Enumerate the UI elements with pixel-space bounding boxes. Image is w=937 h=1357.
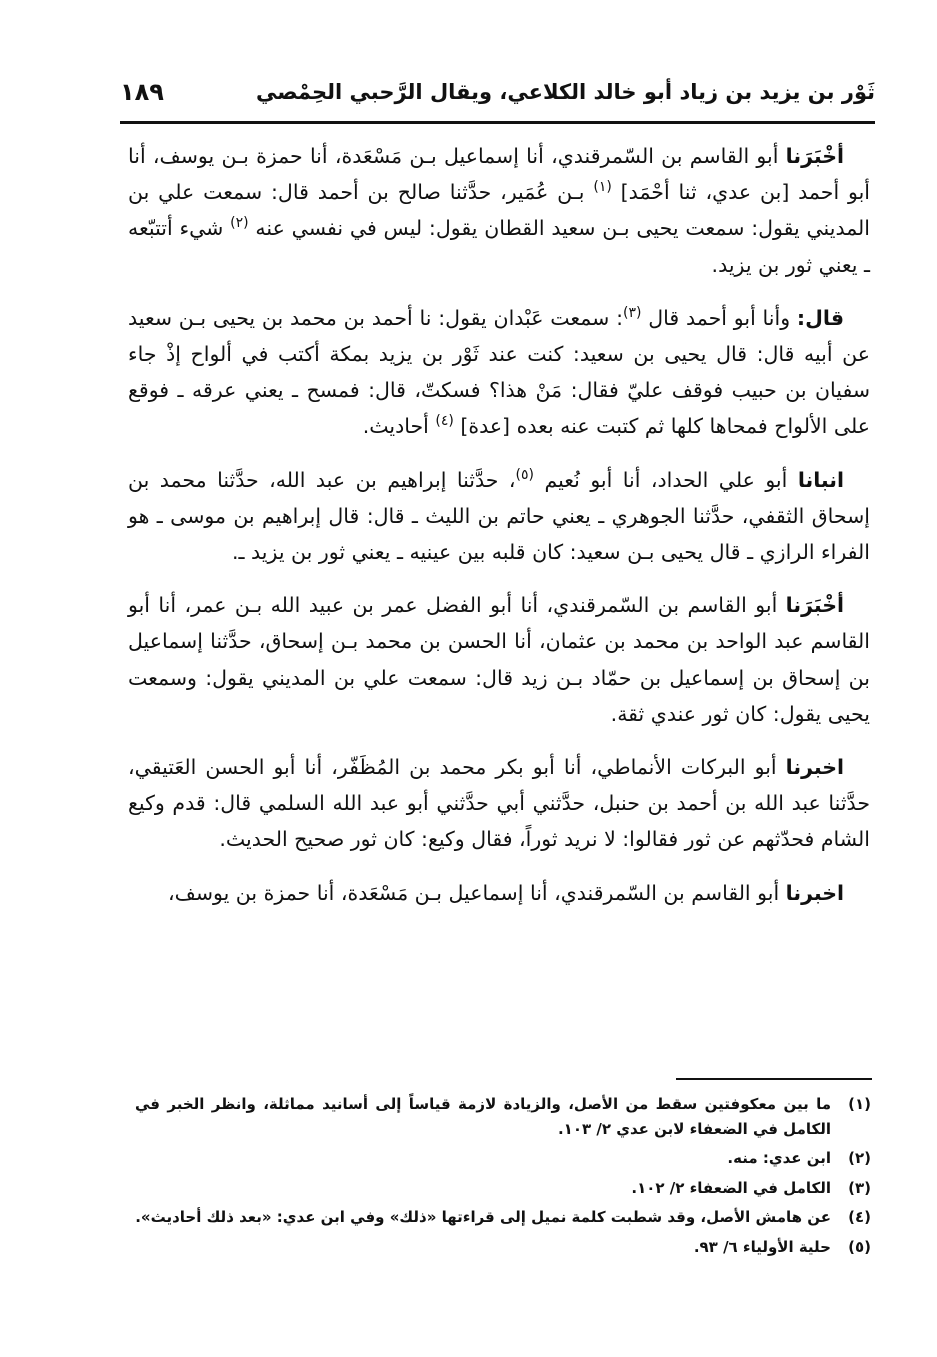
main-text [128, 138, 870, 928]
paragraph-lead: أخْبَرَنا [785, 144, 844, 168]
paragraph-lead: اخبرنا [785, 755, 844, 780]
running-title: ثَوْر بن يزيد بن زياد أبو خالد الكلاعي، ويقال الرَّحبي الحِمْصي [255, 80, 875, 104]
paragraph [128, 300, 870, 445]
paragraph [128, 462, 870, 571]
paragraph-text: بـن عُمَير، حدَّثنا صالح بن أحمد قال: سمعت علي بن المديني يقول: سمعت يحيى بـن سعيد القطان يقول: ليس في نفسي عنه [128, 180, 870, 241]
footnote [135, 1092, 871, 1141]
paragraph-text: : سمعت عَبْدان يقول: نا أحمد بن محمد بن يحيى بـن سعيد عن أبيه قال: قال يحيى بن سعيد: كنت عند ثَوْر بن يزيد بمكة أكتب في ألواح إذْ جاء سفيان بن حبيب فوقف عليّ فقال: مَنْ هذا؟ فسكتّ، قال: فمسح ـ يعني عرقه ـ فوقع على الألواح فمحاها كلها ثم كتبت عنه بعده [عدة] [128, 305, 870, 439]
footnote-text: ابن عدي: منه. [727, 1149, 831, 1167]
footnote-number: (٤) [848, 1208, 871, 1226]
page-number: ١٨٩ [120, 78, 164, 106]
paragraph [128, 749, 870, 858]
footnotes [135, 1092, 871, 1264]
footnote-ref: (٤) [435, 413, 454, 430]
paragraph-text: ، حدَّثنا إبراهيم بن عبد الله، حدَّثنا محمد بن إسحاق الثقفي، حدَّثنا الجوهري ـ يعني حاتم بن الليث ـ قال: قال إبراهيم بن موسى ـ هو الفراء الرازي ـ قال يحيى بـن سعيد: كان قلبه بين عينيه ـ يعني ثور بن يزيد ـ. [128, 467, 870, 565]
paragraph [128, 587, 870, 732]
footnote-rule [676, 1078, 872, 1080]
footnote-number: (١) [848, 1095, 871, 1113]
footnote-text: عن هامش الأصل، وقد شطبت كلمة نميل إلى قراءتها «ذلك» وفي ابن عدي: «بعد ذلك أحاديث». [135, 1208, 831, 1226]
page-header [120, 68, 875, 122]
paragraph [128, 138, 870, 283]
footnote-number: (٣) [848, 1178, 871, 1197]
footnote [135, 1205, 871, 1230]
paragraph-text: شيء أتتبّعه ـ يعني ثور بن يزيد. [128, 216, 870, 277]
paragraph-text: أبو القاسم بن السّمرقندي، أنا إسماعيل بـن مَسْعَدة، أنا حمزة بن يوسف، [167, 880, 786, 905]
paragraph-lead: انبانا [797, 467, 844, 492]
footnote [135, 1146, 871, 1171]
footnote [135, 1235, 871, 1260]
footnote-number: (٢) [848, 1149, 871, 1167]
header-rule [120, 121, 875, 124]
paragraph-text: أبو القاسم بن السّمرقندي، أنا أبو الفضل عمر بن عبيد الله بـن عمر، أنا أبو القاسم عبد الواحد بن محمد بن عثمان، أنا الحسن بن محمد بـن إسحاق، حدَّثنا إسماعيل بن إسحاق بن إسماعيل بن حمّاد بـن زيد قال: سمعت علي بن المديني يقول: وسمعت يحيى يقول: كان ثور عندي ثقة. [128, 593, 870, 726]
footnote-number: (٥) [848, 1237, 871, 1256]
footnote-ref: (١) [593, 179, 612, 196]
paragraph-text: أحاديث. [362, 414, 436, 439]
footnote-ref: (٥) [515, 466, 534, 483]
footnote-text: حلية الأولياء ٦/ ٩٣. [693, 1237, 831, 1256]
paragraph-lead: أخْبَرَنا [785, 593, 844, 618]
paragraph [128, 875, 870, 911]
footnote-ref: (٣) [623, 304, 642, 321]
footnote-ref: (٢) [230, 215, 249, 232]
paragraph-text: أبو البركات الأنماطي، أنا أبو بكر محمد بن المُظَفّر، أنا أبو الحسن العَتيقي، حدَّثنا عبد الله بن أحمد بن حنبل، حدَّثني أبي حدَّثني أبو عبد الله السلمي قال: قدم وكيع الشام فحدّثهم عن ثور فقالوا: لا نريد ثوراً، فقال وكيع: كان ثور صحيح الحديث. [128, 755, 870, 852]
paragraph-text: أبو علي الحداد، أنا أبو نُعيم [533, 467, 798, 492]
footnote-text: الكامل في الضعفاء ٢/ ١٠٢. [631, 1178, 831, 1197]
paragraph-text: أبو القاسم بن السّمرقندي، أنا إسماعيل بـن مَسْعَدة، أنا حمزة بـن يوسف، أنا أبو أحمد [بن عدي، ثنا أحْمَد] [128, 144, 870, 205]
footnote-text: ما بين معكوفتين سقط من الأصل، والزيادة لازمة قياساً إلى أسانيد مماثلة، وانظر الخبر في الكامل في الضعفاء لابن عدي ٢/ ١٠٣. [135, 1095, 831, 1138]
paragraph-lead: اخبرنا [785, 880, 844, 905]
paragraph-lead: قال: [796, 305, 845, 330]
footnote [135, 1176, 871, 1201]
paragraph-text: وأنا أبو أحمد قال [641, 305, 797, 330]
